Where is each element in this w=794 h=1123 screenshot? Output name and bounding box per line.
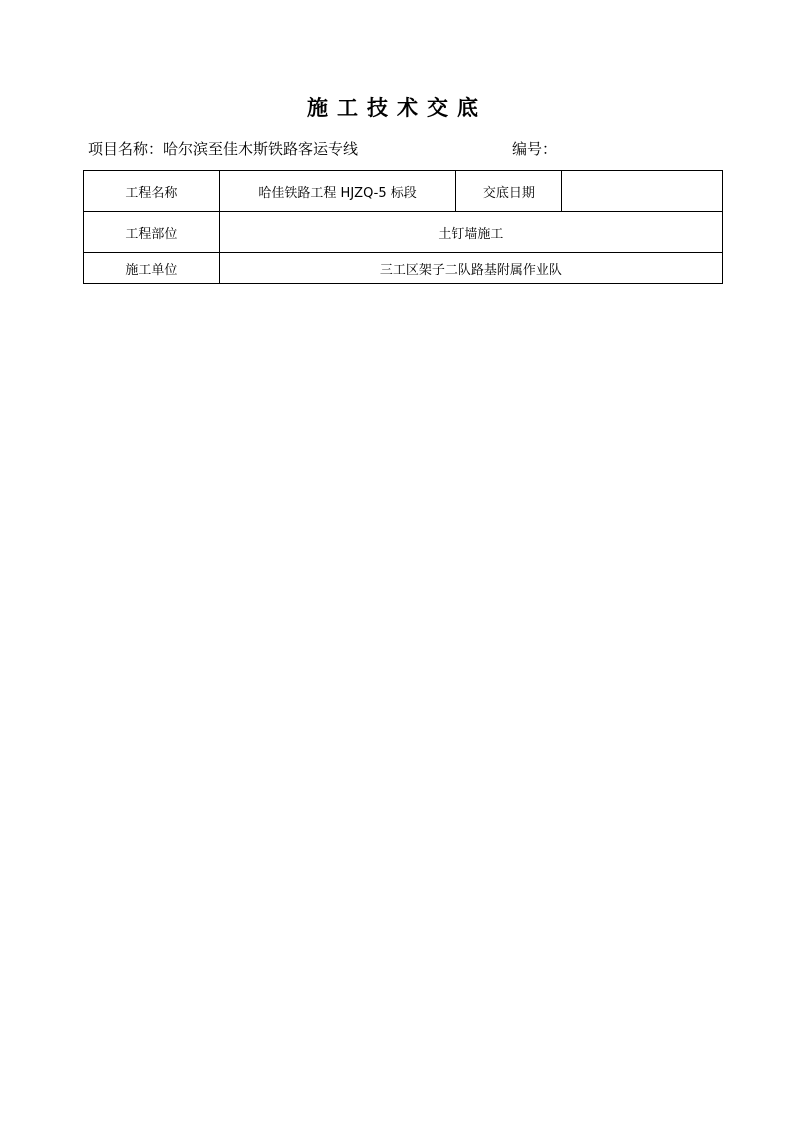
disclosure-info-table xyxy=(83,170,723,284)
construction-unit-value-cell: 三工区架子二队路基附属作业队 xyxy=(219,253,722,284)
document-title: 施工技术交底 xyxy=(307,95,487,120)
project-name-label-cell: 工程名称 xyxy=(84,171,220,212)
project-part-label-cell: 工程部位 xyxy=(84,212,220,253)
number-field xyxy=(512,138,557,159)
project-label: 项目名称： xyxy=(88,140,164,158)
table-row-project-part xyxy=(84,212,723,253)
project-meta-row xyxy=(88,138,728,162)
project-name-value-cell: 哈佳铁路工程 HJZQ-5 标段 xyxy=(219,171,456,212)
table-row-project-name xyxy=(84,171,723,212)
table-row-construction-unit xyxy=(84,253,723,284)
disclosure-date-label-cell: 交底日期 xyxy=(456,171,562,212)
project-field xyxy=(88,138,358,159)
project-name: 哈尔滨至佳木斯铁路客运专线 xyxy=(163,140,359,158)
project-part-value-cell: 土钉墙施工 xyxy=(219,212,722,253)
disclosure-date-value-cell xyxy=(562,171,723,212)
construction-unit-label-cell: 施工单位 xyxy=(84,253,220,284)
number-label: 编号： xyxy=(512,140,558,158)
